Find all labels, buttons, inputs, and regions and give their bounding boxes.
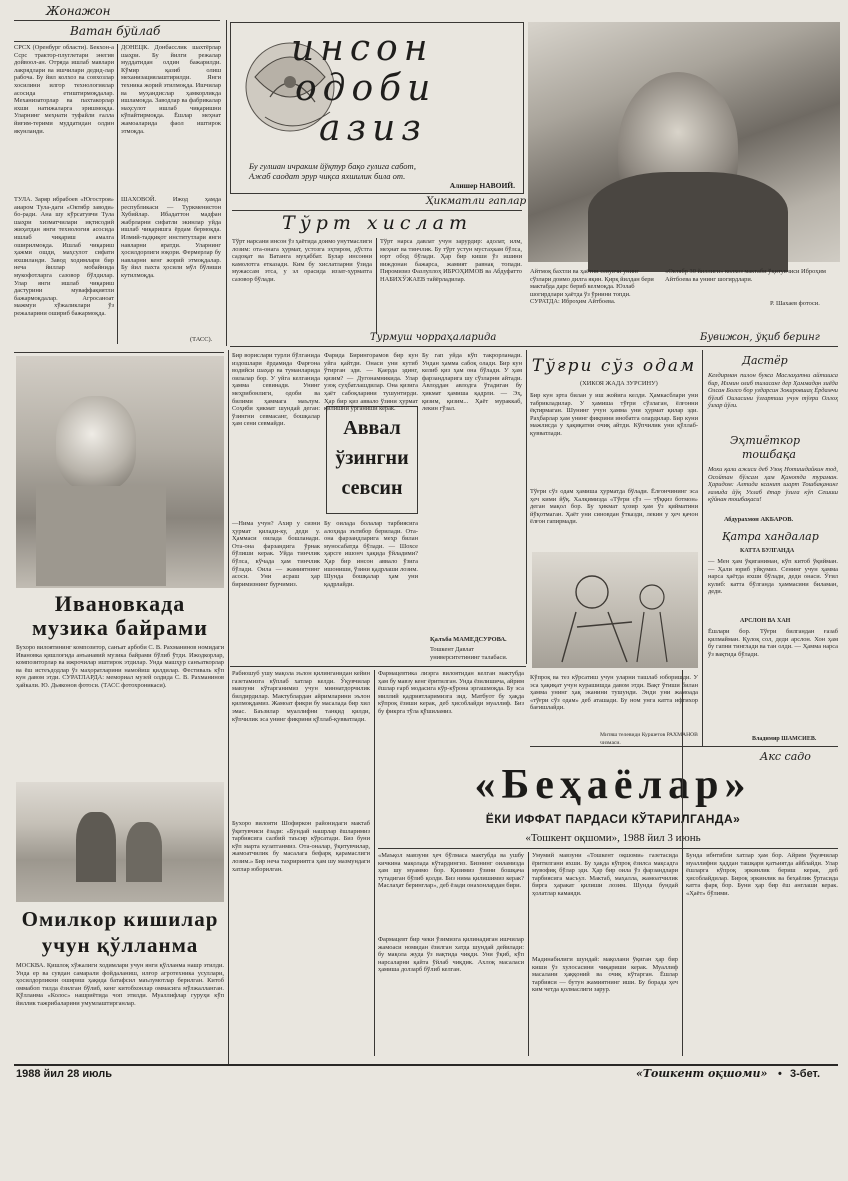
news-column-left xyxy=(14,44,114,194)
column-divider xyxy=(528,852,529,1056)
news-item-tula: ТУЛА. Заряр ибрабоев «Югостроя» аиаром Тула-даги «Октябр заводи» бо-ради. Ана шу кўрсатувчи Тула шаҳри хизматчилари иқтисодий жиҳатдан янги технология асосида ишлаб чиқариш амалга оширилмоқда. Ишлаб чиқариш ҳажми ошди, маҳсулот сифати яхшиланди. Завод ходимлари бир неча йиллар мобайнида мукофотларга сазовор бўлдилар. Улар янги ишлаб чиқариш дастурини муваффақиятли бажармоқдалар. Агросаноат мажмуи хўжаликлари ўз режаларини ошириб бажармоқда. xyxy=(14,196,114,317)
tass-credit: (ТАСС). xyxy=(190,336,213,343)
review-col2: Фармацевтика лиэрга вилоятидан келган мактубда ҳам бу мавзу кенг ёритилган. Унда ёзилишича, айрим ёшлар ғарб модасига кўр-кўрона эргашмоқда. Бу эса миллий қадриятларимизга зид. Матбуот бу ҳақда кўпроқ ёзиши керак, деб ҳисоблайди муаллиф. Биз бу фикрга тўла қўшиламиз. xyxy=(378,670,524,715)
column-divider xyxy=(226,20,227,346)
news-item-donetsk: ДОНЕЦК. Донбасслик шахтёрлар шаҳри. Бу йилги режалар муддатидан олдин бажарилди. Кўмир қазиб олиш механизациялаштирилди. Янги техника жорий этилмоқда. Ишчилар ва муҳандислар ҳамкорликда ишламоқда. Заводлар ва фабрикалар маҳсулот ишлаб чиқаришни кўпайтирмоқда. Ёшлар меҳнат жамоаларида фаол иштирок этмоқда. xyxy=(121,44,221,135)
column-divider xyxy=(117,44,118,344)
footer-rule xyxy=(14,1064,838,1066)
bust-sculpture xyxy=(56,396,136,491)
festival-body: Бухоро вилоятининг композитор, санъат арбоби С. В. Рахманинов номидаги Ивановка қишлоғида анъанавий музика байрами бўлиб ўтди. Ижодкорлар, композиторлар ва ижрочилар иштирок этдилар. Унда машҳур санъаткорлар ва ёш истеъдодлар ўз маҳоратларини намойиш қилдилар. Фестиваль кўп кун давом этди. СУРАТЛАРДА: мемориал музей олдида С. В. Рахманинов ҳайкали. Ю. Дьяконов фотоси. (ТАСС фотохроникаси). xyxy=(16,644,224,689)
review-col4b: Бунда ибнтибли хатлар ҳам бор. Айрим ўқувчилар муаллифни ҳаддан ташқари қатъиятда айблайди. Улар ёшларга кўпроқ эркинлик бериш керак, деб ҳисоблайдилар. Бироқ эркинлик ва беҳаёлик ўртасида катта фарқ бор. Буни ҳар бир ёш англаши керак. «Ҳаёт» бўлими. xyxy=(686,852,838,897)
divider xyxy=(14,352,224,353)
review-source: «Тошкент оқшоми», 1988 йил 3 июнь xyxy=(525,832,701,844)
poem-author: Алишер НАВОИЙ. xyxy=(449,181,515,190)
first-col-b: —Нима учун? Ахир у сизни ҳурмат қилади-ку, деди у. Ҳаммаси оилада бошланади. Ота-она фарзандига ўрнак бўлиши керак. Уйда тинчлик бўлса, кўчада ҳам тинчлик бўлади. Оила — жамиятнинг асоси. Уни асраш ҳар биримизнинг бурчимиз. xyxy=(232,520,320,588)
caricature-icon xyxy=(532,552,698,668)
wisdom-title: Тўрт хислат xyxy=(282,212,472,234)
column-divider xyxy=(702,350,703,746)
poem-verse xyxy=(249,161,416,181)
column-divider xyxy=(228,350,229,1065)
divider xyxy=(230,346,838,347)
portrait-photo xyxy=(528,22,840,262)
sidebar-sign: Абдурахмон АКБАРОВ. xyxy=(724,516,794,523)
figure-1 xyxy=(76,812,116,882)
review-col1b: Бухоро вилояти Шофиркон районидаги мактаб ўқитувчиси ёзади: «Бундай нашрлар ёшларимиз тарбиясига салбий таъсир кўрсатади. Биз буни кўп марта кузатганмиз. Ота-оналар, ўқитувчилар, жамоатчилик бу масалага бефарқ қарамаслиги лозим.» Бир неча таҳририятга ҳам шу мазмундаги хатлар юборилган. xyxy=(232,820,370,873)
first-col-c: Фарида Бирингорамов бир кун уйга қайтди. Онаси уни кутиб ўтирган эди. — Қаерда эдинг, қизим? — Дугонамникида. Улар узоқ суҳбатлашдилар. Она қизига ҳаёт сабоқларини тушунтирди. Ҳар бир қиз аввало ўзини ҳурмат қилишни ўрганиши керак. xyxy=(324,352,418,413)
column-divider xyxy=(526,350,527,664)
divider xyxy=(230,666,526,667)
first-author-note: Тошкент Давлат университетининг талабаси. xyxy=(430,646,508,661)
true-word-body3: Кўпроқ ва тез кўрсатиш учун уларни ташлаб юборишди. У эса ҳақиқат учун курашишда давом этди. Вақт ўтиши билан ҳамма унинг ҳақ эканини тушунди. Энди уни жамоада «тўғри сўз одам» деб аташади. Бу ном унга катта ифтихор бағишлайди. xyxy=(530,674,698,712)
festival-photo xyxy=(16,356,224,588)
sidebar-katta-body: — Мен ҳам ўқиганиман, кўп китоб ўқийман. — Ҳали юриб уйқумиз. Сенинг учун ҳамма нарса ҳаётда яхши бўлади, деди онаси. Ўғил кулиб: катта бўлганда ҳаммасини биламан, деди. xyxy=(708,558,838,596)
review-col4: Мадинабилиги шундай: мақолани ўқиган ҳар бир киши ўз хулосасини чиқариши керак. Муаллиф масалани ҳаққоний ва очиқ кўтарган. Ёшлар тарбияси — бутун жамиятнинг иши. Бу борада ҳеч ким четда қолмаслиги зарур. xyxy=(532,956,678,994)
poem-title xyxy=(291,29,436,149)
divider xyxy=(14,41,220,42)
first-title xyxy=(327,407,417,503)
divider xyxy=(530,746,838,747)
review-intro: Рабиошуб ушу мақола эълон қилинганидан кейин газетамизга кўплаб хатлар келди. Ўқувчилар мавзуни кўтарганимиз учун миннатдорчилик билдирдилар. Мактублардан айримларини эълон қилмоқдамиз. Жамоат фикри бу масалада бир хил эмас. Баъзилар муаллифни танқид қилди, кўпчилик эса унинг фикрини қўллаб-қувватлади. xyxy=(232,670,370,723)
footer-bullet-icon: • xyxy=(778,1068,782,1080)
sidebar-katta-title: КАТТА БУЛГАНДА xyxy=(740,548,795,554)
footer-date: 1988 йил 28 июль xyxy=(16,1068,113,1080)
true-word-title: Тўғри сўз одам xyxy=(531,356,697,376)
poem-verse-line1: Бу гулшан ичраким йўқтур бақо гулига сабот, xyxy=(249,161,416,171)
sidebar-katra-title: Қатра хандалар xyxy=(722,530,819,543)
review-col3b: Умумий мавзуни «Тошкент оқшоми» газетасида ёритилгани яхши. Бу ҳақда кўпроқ ёзилса мақсадга мувофиқ бўлар эди. Ҳар бир оила ўз фарзандлари тарбиясига масъул. Мактаб, маҳалла, жамоатчилик бирга ҳаракат қилиши лозим. Шунда бундай ҳолатлар камаяди. xyxy=(532,852,678,897)
divider xyxy=(232,210,522,211)
poem-title-line2: одоби xyxy=(295,68,437,109)
farmers-title-line1: Омилкор кишилар xyxy=(21,907,219,931)
farmers-title-line2: учун қўлланма xyxy=(41,933,199,957)
first-col-d: Бу оилада болалар тарбиясига алоҳида эътибор берилади. Ота-она фарзандларига меҳр билан муносабатда бўлади. — Шохсе ҳарсге ишонч ҳақида ўйладими? Ҳар бир инсон аввало ўзига ишониши, ўзини қадрлаши лозим. Шунда бошқалар ҳам уни қадрлайди. xyxy=(324,520,418,588)
tagline-buvijon: Бувижон, ўқиб беринг xyxy=(700,332,820,343)
sidebar-toshbaqa-body: Мохи қали ажиси деб Узоқ Нотишдайкин тод, Осойтан бўлсам ҳам Қанотда тураман. Ҳаридом: Алтида ксанит шарт Тошбақанинг ғамида йўқ Ухлаб ётар ўзига кўп Сешиш қўйнан тошбақаси! xyxy=(708,466,838,504)
figure-2 xyxy=(126,822,162,882)
review-spacer xyxy=(686,752,756,760)
column-divider xyxy=(374,670,375,1056)
review-col2b: «Маъқол мавзуни ҳеч бўлмаса мактубда ва ушбу кичкина мақолада кўтардингиз. Бизнинг оиламизда ҳам шу муаммо бор. Қизимиз ўзини бошқача тутадиган бўлиб қолди. Биз нима қилишимиз керак? Маслаҳат беринглар», деб ёзади онахонлардан бири. xyxy=(378,852,524,890)
sidebar-toshbaqa-title: тошбақа xyxy=(742,448,796,461)
footer-paper: «Тошкент оқшоми» xyxy=(636,1067,768,1080)
family-label: Турмуш чорраҳаларида xyxy=(370,332,497,343)
review-col3: Фармацевт бир чеки ўзимизга қилинадиган ишчилар жамоаси номидан ёзилган хатда шундай дейилади: бу мақола жуда ўз вақтида чиқди. Уни ўқиб, кўп нарсаларни қайта ўйлаб чиқдик. Ахлоқ масаласи ҳамиша долзарб бўлиб келган. xyxy=(378,936,524,974)
wisdom-col1: Тўрт нарсани инсон ўз ҳаётида доимо унутмаслиги лозим: ота-онага ҳурмат, устозга эҳтиром, дўстга садоқат ва Ватанга муҳаббат. Булар инсонни камолотга етказади. Ким бу хислатларни ўзида мужассам этса, у эл орасида иззат-ҳурматга сазовор бўлади. xyxy=(232,238,372,283)
festival-title xyxy=(16,592,224,640)
festival-title-line2: музика байрами xyxy=(32,615,208,640)
first-author: Қалъба МАМЕДСУРОВА. xyxy=(430,636,507,643)
farmers-title xyxy=(16,906,224,958)
sidebar-arslon-body: Ёшлари бор. Тўғри билгандан ғазаб қилмайман. Қулоқ сол, деди арслон. Хон ҳам бу гапни тинглади ва тан олди. — Ҳамма нарса ўз вақтида бўлади. xyxy=(708,628,838,658)
portrait-caption2: «Октябр 30 йиллиги» колхоз мактаби ўқитувчиси Иброҳим Айтбоева ва унинг шогирдлари. xyxy=(665,268,826,283)
festival-title-line1: Ивановкада xyxy=(54,591,186,616)
first-title-line2: ўзингни xyxy=(335,447,409,469)
true-word-drawing xyxy=(532,552,698,668)
sidebar-dastyor-body: Келдирман пилон букса Маслаҳатни айтишса бир, Илмин олиб тиласанг дер Ҳаммадан зиёда Олсан Болсо бор уздарсин Зокировшаҳ Ёрдамчи бўлиб Оиласини ўзгартиш учун тўғри Оллоҳ ўзлар йўли. xyxy=(708,372,838,410)
farmers-photo xyxy=(16,782,224,902)
sidebar-ehtiyot-title: Эҳтиёткор xyxy=(730,434,801,447)
poem-box xyxy=(230,22,524,194)
portrait-caption: Айтмоқ бахтли ва ҳаётни севувчи унинг сўзлари доимо дилга яқин. Қирқ йилдан бери мактабда дарс бериб келмоқда. Юзлаб шогирдлари ҳаётда ўз ўрнини топди. СУРАТДА: Иброҳим Айтбоева. xyxy=(530,268,654,306)
review-section-label: Акс садо xyxy=(760,750,811,763)
sidebar-dastyor-title: Дастёр xyxy=(742,354,788,367)
true-word-artist: Митяш телевиди Куршетов РАХМАНОВ чизмаси. xyxy=(600,732,698,746)
section-label-vatan: Ватан бўйлаб xyxy=(70,24,161,38)
review-subtitle: ЁКИ ИФФАТ ПАРДАСИ КЎТАРИЛГАНДА» xyxy=(485,812,741,826)
column-divider xyxy=(682,670,683,1056)
first-title-line3: севсин xyxy=(341,477,403,499)
wisdom-col2: Тўрт нарса давлат учун зарурдир: адолат, илм, меҳнат ва тинчлик. Бу тўрт устун мустаҳкам бўлса, юрт обод бўлади. Ҳар бир киши ўз ишини виждонан бажарса, жамият равнақ топади. Пиромизиз Фазлуллоҳ ИБРОҲИМОВ ва Абдуфатто НАБИХЎЖАЕВ тайёрладилар. xyxy=(380,238,522,283)
sidebar-artist-sign: Владимир ШАМСИЕВ. xyxy=(752,736,817,742)
poem-title-line1: инсон xyxy=(291,28,434,69)
first-title-line1: Аввал xyxy=(343,417,401,439)
divider xyxy=(378,848,838,849)
true-word-body1: Бир кун эрта билан у иш жойига келди. Ҳамкасблари уни табрикладилар. У ҳамиша тўғри сўзлаган, ёлғонни ёқтирмаган. Шунинг учун ҳамма уни ҳурмат қилар эди. Раҳбарлар ҳам унинг фикрини инобатга олардилар. Бир куни мажлисда у ҳақиқатни очиқ айтди. Кўпчилик уни қўллаб-қувватлади. xyxy=(530,392,698,437)
review-title: «Беҳаёлар» xyxy=(474,762,752,808)
monument-base xyxy=(36,486,166,586)
poem-title-line3: азиз xyxy=(319,108,427,149)
wisdom-label: Ҳикматли гаплар xyxy=(426,195,527,207)
farmers-body: МОСКВА. Қишлоқ хўжалиги ходимлари учун янги қўлланма нашр этилди. Унда ер ва сувдан самарали фойдаланиш, илғор агротехника усуллари, ҳосилдорликни ошириш ҳақида батафсил маълумотлар берилган. Китоб оммабоп тилда ёзилган бўлиб, кенг китобхонлар оммасига мўлжалланган. Қўлланма «Колос» нашриётида чоп этилди. Муаллифлар гуруҳи кўп йиллик тажрибаларини умумлаштирганлар. xyxy=(16,962,224,1007)
portrait-shoulders xyxy=(588,172,788,272)
sidebar-arslon-title: АРСЛОН ВА ХАН xyxy=(740,618,791,624)
first-title-box xyxy=(326,406,418,514)
first-col-e: Бу гап уйда кўп такрорланади. Ундан ҳамма сабоқ олади. Бир кун келиб қиз ҳам она бўлади. У ҳам фарзандларига шу сўзларни айтади. Авлоддан авлодга ўтадиган бу ҳикмат ҳамиша қадрли. — Эҳ, қизим, қизим... Ҳаёт мураккаб, лекин гўзал. xyxy=(422,352,522,413)
first-col-a: Бир ворислари турли бўлганида издошлари ёрдамида Фарғона водийси шаҳар ва туманларида оилалар бор. У уйга келганида ҳамма севинади. Унинг меҳрибонлиги, одоби ва билими ҳаммага маълум. Соҳиби ҳикмат шундай деган: ўзингни севмасанг, бошқалар ҳам сени севмайди. xyxy=(232,352,320,428)
section-label-jonajon: Жонажон xyxy=(46,4,111,18)
true-word-sub: (ХИКОЯ ЖАДА ЗУРСИНУ) xyxy=(580,380,658,387)
news-item-shakhovoy: ШАХОВОЙ. Ижод ҳамда республикаси — Туркменистон Хубийлар. Ибадаттон мадфан жабрларни сифатли экинлар уйда ишлаб чиқаришга ёрдам бермоқда. Илмий-тадқиқот институтлари янги навларни яратди. Уларнинг ҳосилдорлиги юқори. Фермерлар бу навларни кенг жорий этмоқдалар. Бу йил пахта ҳосили мўл бўлиши кутилмоқда. xyxy=(121,196,221,279)
photo-credit: Р. Шахаев фотоси. xyxy=(770,300,820,307)
true-word-body2: Тўғри сўз одам ҳамиша ҳурматда бўлади. Ёлғончининг эса ҳеч кими йўқ. Халқимизда «Тўғри сўз — тўққиз ботмон» деган мақол бор. Бу ҳикмат ҳозир ҳам ўз қийматини йўқотмаган. Ҳаёт уни синовдан ўтказди, лекин у ҳеч қачон ёлғон гапирмади. xyxy=(530,488,698,526)
news-item-orsk: СРСХ (Оренбург области). Бекхон-а Ссрс трактор-плуглетари энегив дойвоол-ан. Отряда ишлаб мавлари лакрядлари ва ишчилари дедид-лар рабоча. Бу йил колхоз ва совхозлар хосилини илгор технологиялар асосида етиштирмоқдалар. Механизаторлар ва пахтакорлар яхши натижаларга эришмоқда. Уларнинг меҳнати туфайли ғалла йиғим-терими муддатидан олдин якунланди. xyxy=(14,44,114,135)
footer-page: 3-бет. xyxy=(790,1068,821,1080)
divider xyxy=(14,20,220,21)
poem-verse-line2: Ажаб саодат эрур чиқса яхшилик била от. xyxy=(249,171,406,181)
column-divider xyxy=(376,238,377,334)
